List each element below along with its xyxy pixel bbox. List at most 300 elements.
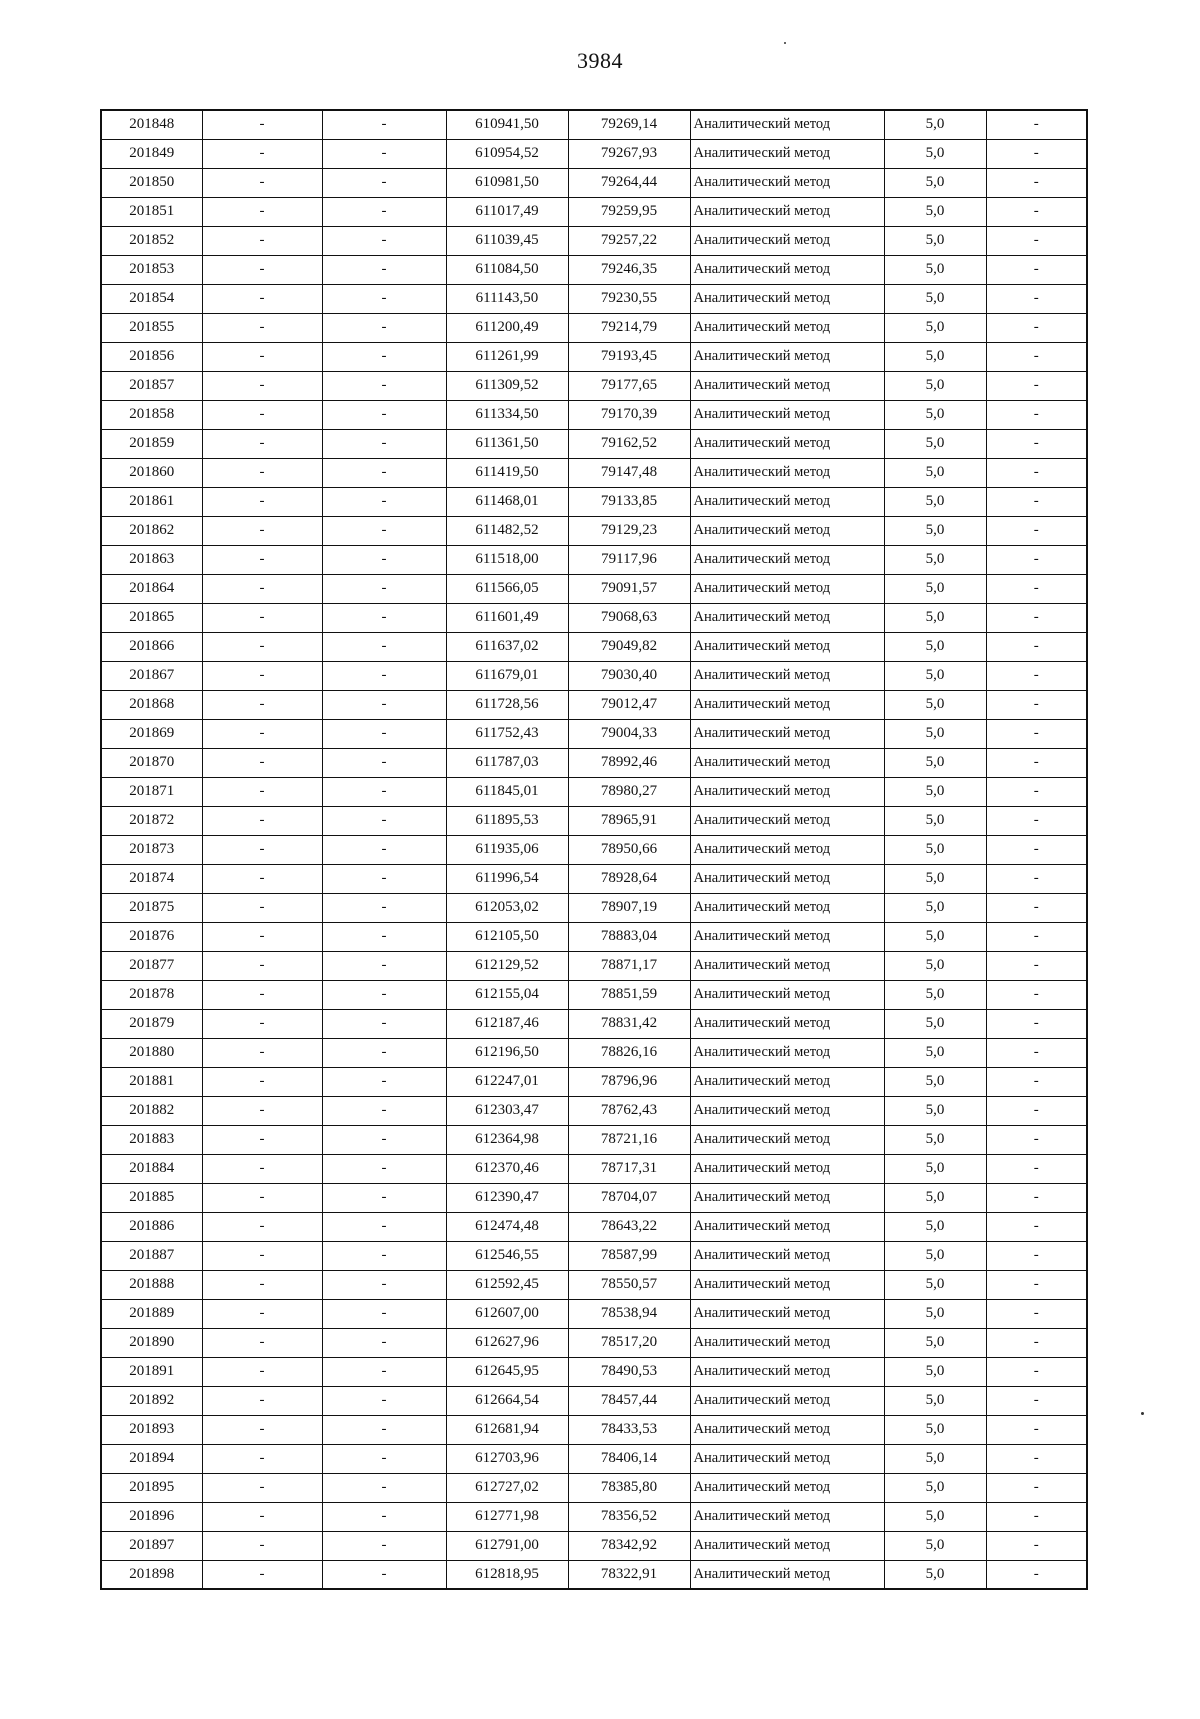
y-coordinate-cell: 79049,82 <box>568 632 690 661</box>
point-number-cell: 201891 <box>101 1357 202 1386</box>
x-coordinate-cell: 611200,49 <box>446 313 568 342</box>
point-number-cell: 201886 <box>101 1212 202 1241</box>
method-cell: Аналитический метод <box>690 893 884 922</box>
accuracy-cell: 5,0 <box>884 574 986 603</box>
method-cell: Аналитический метод <box>690 690 884 719</box>
method-cell: Аналитический метод <box>690 1357 884 1386</box>
y-coordinate-cell: 78992,46 <box>568 748 690 777</box>
y-coordinate-cell: 79259,95 <box>568 197 690 226</box>
method-cell: Аналитический метод <box>690 458 884 487</box>
x-coordinate-cell: 611482,52 <box>446 516 568 545</box>
method-cell: Аналитический метод <box>690 922 884 951</box>
blank-cell-a: - <box>202 371 322 400</box>
point-number-cell: 201875 <box>101 893 202 922</box>
y-coordinate-cell: 78871,17 <box>568 951 690 980</box>
method-cell: Аналитический метод <box>690 806 884 835</box>
y-coordinate-cell: 78965,91 <box>568 806 690 835</box>
table-row <box>101 661 1087 690</box>
table-row <box>101 1125 1087 1154</box>
table-row <box>101 168 1087 197</box>
accuracy-cell: 5,0 <box>884 516 986 545</box>
blank-cell-b: - <box>322 719 446 748</box>
table-row <box>101 574 1087 603</box>
accuracy-cell: 5,0 <box>884 1125 986 1154</box>
table-row <box>101 1299 1087 1328</box>
table-row <box>101 1386 1087 1415</box>
blank-cell-a: - <box>202 864 322 893</box>
table-row <box>101 139 1087 168</box>
method-cell: Аналитический метод <box>690 168 884 197</box>
blank-cell-c: - <box>986 603 1087 632</box>
x-coordinate-cell: 610941,50 <box>446 110 568 139</box>
method-cell: Аналитический метод <box>690 342 884 371</box>
blank-cell-a: - <box>202 226 322 255</box>
accuracy-cell: 5,0 <box>884 1444 986 1473</box>
blank-cell-a: - <box>202 574 322 603</box>
x-coordinate-cell: 612791,00 <box>446 1531 568 1560</box>
accuracy-cell: 5,0 <box>884 1560 986 1589</box>
y-coordinate-cell: 79193,45 <box>568 342 690 371</box>
accuracy-cell: 5,0 <box>884 429 986 458</box>
accuracy-cell: 5,0 <box>884 1357 986 1386</box>
blank-cell-c: - <box>986 1299 1087 1328</box>
point-number-cell: 201859 <box>101 429 202 458</box>
accuracy-cell: 5,0 <box>884 1386 986 1415</box>
x-coordinate-cell: 611845,01 <box>446 777 568 806</box>
method-cell: Аналитический метод <box>690 1560 884 1589</box>
accuracy-cell: 5,0 <box>884 1473 986 1502</box>
blank-cell-c: - <box>986 487 1087 516</box>
method-cell: Аналитический метод <box>690 197 884 226</box>
method-cell: Аналитический метод <box>690 400 884 429</box>
point-number-cell: 201890 <box>101 1328 202 1357</box>
point-number-cell: 201885 <box>101 1183 202 1212</box>
accuracy-cell: 5,0 <box>884 922 986 951</box>
x-coordinate-cell: 611468,01 <box>446 487 568 516</box>
blank-cell-b: - <box>322 690 446 719</box>
method-cell: Аналитический метод <box>690 1444 884 1473</box>
y-coordinate-cell: 78356,52 <box>568 1502 690 1531</box>
x-coordinate-cell: 611566,05 <box>446 574 568 603</box>
table-row <box>101 545 1087 574</box>
blank-cell-c: - <box>986 197 1087 226</box>
point-number-cell: 201864 <box>101 574 202 603</box>
x-coordinate-cell: 612247,01 <box>446 1067 568 1096</box>
blank-cell-a: - <box>202 893 322 922</box>
table-row <box>101 777 1087 806</box>
x-coordinate-cell: 611419,50 <box>446 458 568 487</box>
accuracy-cell: 5,0 <box>884 255 986 284</box>
method-cell: Аналитический метод <box>690 429 884 458</box>
method-cell: Аналитический метод <box>690 1415 884 1444</box>
y-coordinate-cell: 79214,79 <box>568 313 690 342</box>
x-coordinate-cell: 612196,50 <box>446 1038 568 1067</box>
accuracy-cell: 5,0 <box>884 690 986 719</box>
blank-cell-a: - <box>202 1183 322 1212</box>
x-coordinate-cell: 611039,45 <box>446 226 568 255</box>
blank-cell-b: - <box>322 1328 446 1357</box>
blank-cell-b: - <box>322 255 446 284</box>
blank-cell-b: - <box>322 139 446 168</box>
blank-cell-c: - <box>986 1386 1087 1415</box>
table-row <box>101 371 1087 400</box>
method-cell: Аналитический метод <box>690 951 884 980</box>
point-number-cell: 201882 <box>101 1096 202 1125</box>
page-number: 3984 <box>577 48 623 73</box>
method-cell: Аналитический метод <box>690 1299 884 1328</box>
blank-cell-b: - <box>322 342 446 371</box>
y-coordinate-cell: 78704,07 <box>568 1183 690 1212</box>
blank-cell-b: - <box>322 1009 446 1038</box>
table-row <box>101 1212 1087 1241</box>
table-row <box>101 1415 1087 1444</box>
blank-cell-a: - <box>202 1299 322 1328</box>
method-cell: Аналитический метод <box>690 139 884 168</box>
y-coordinate-cell: 78550,57 <box>568 1270 690 1299</box>
blank-cell-b: - <box>322 1125 446 1154</box>
blank-cell-a: - <box>202 516 322 545</box>
blank-cell-b: - <box>322 1415 446 1444</box>
table-row <box>101 748 1087 777</box>
table-row <box>101 1154 1087 1183</box>
blank-cell-b: - <box>322 980 446 1009</box>
point-number-cell: 201861 <box>101 487 202 516</box>
y-coordinate-cell: 79030,40 <box>568 661 690 690</box>
accuracy-cell: 5,0 <box>884 545 986 574</box>
accuracy-cell: 5,0 <box>884 893 986 922</box>
point-number-cell: 201868 <box>101 690 202 719</box>
blank-cell-a: - <box>202 342 322 371</box>
table-row <box>101 1009 1087 1038</box>
point-number-cell: 201878 <box>101 980 202 1009</box>
blank-cell-b: - <box>322 1067 446 1096</box>
accuracy-cell: 5,0 <box>884 951 986 980</box>
accuracy-cell: 5,0 <box>884 632 986 661</box>
blank-cell-c: - <box>986 661 1087 690</box>
y-coordinate-cell: 79267,93 <box>568 139 690 168</box>
accuracy-cell: 5,0 <box>884 1328 986 1357</box>
point-number-cell: 201888 <box>101 1270 202 1299</box>
point-number-cell: 201854 <box>101 284 202 313</box>
point-number-cell: 201879 <box>101 1009 202 1038</box>
method-cell: Аналитический метод <box>690 864 884 893</box>
table-row <box>101 1038 1087 1067</box>
method-cell: Аналитический метод <box>690 603 884 632</box>
accuracy-cell: 5,0 <box>884 168 986 197</box>
x-coordinate-cell: 612703,96 <box>446 1444 568 1473</box>
blank-cell-b: - <box>322 1241 446 1270</box>
blank-cell-a: - <box>202 1270 322 1299</box>
blank-cell-a: - <box>202 777 322 806</box>
blank-cell-a: - <box>202 922 322 951</box>
y-coordinate-cell: 78762,43 <box>568 1096 690 1125</box>
x-coordinate-cell: 611728,56 <box>446 690 568 719</box>
method-cell: Аналитический метод <box>690 110 884 139</box>
blank-cell-c: - <box>986 516 1087 545</box>
blank-cell-c: - <box>986 342 1087 371</box>
accuracy-cell: 5,0 <box>884 487 986 516</box>
table-row <box>101 1096 1087 1125</box>
y-coordinate-cell: 79012,47 <box>568 690 690 719</box>
blank-cell-c: - <box>986 574 1087 603</box>
blank-cell-c: - <box>986 371 1087 400</box>
table-row <box>101 1473 1087 1502</box>
method-cell: Аналитический метод <box>690 1067 884 1096</box>
accuracy-cell: 5,0 <box>884 1096 986 1125</box>
accuracy-cell: 5,0 <box>884 835 986 864</box>
accuracy-cell: 5,0 <box>884 1531 986 1560</box>
accuracy-cell: 5,0 <box>884 864 986 893</box>
blank-cell-b: - <box>322 1212 446 1241</box>
table-body <box>101 110 1087 1589</box>
y-coordinate-cell: 78587,99 <box>568 1241 690 1270</box>
method-cell: Аналитический метод <box>690 1038 884 1067</box>
blank-cell-b: - <box>322 400 446 429</box>
x-coordinate-cell: 612727,02 <box>446 1473 568 1502</box>
point-number-cell: 201853 <box>101 255 202 284</box>
point-number-cell: 201884 <box>101 1154 202 1183</box>
table-row <box>101 487 1087 516</box>
blank-cell-a: - <box>202 168 322 197</box>
blank-cell-b: - <box>322 284 446 313</box>
blank-cell-c: - <box>986 1067 1087 1096</box>
point-number-cell: 201883 <box>101 1125 202 1154</box>
blank-cell-b: - <box>322 545 446 574</box>
accuracy-cell: 5,0 <box>884 777 986 806</box>
blank-cell-c: - <box>986 1531 1087 1560</box>
y-coordinate-cell: 79068,63 <box>568 603 690 632</box>
accuracy-cell: 5,0 <box>884 1067 986 1096</box>
method-cell: Аналитический метод <box>690 719 884 748</box>
point-number-cell: 201865 <box>101 603 202 632</box>
accuracy-cell: 5,0 <box>884 400 986 429</box>
blank-cell-a: - <box>202 1096 322 1125</box>
method-cell: Аналитический метод <box>690 1183 884 1212</box>
point-number-cell: 201863 <box>101 545 202 574</box>
table-row <box>101 110 1087 139</box>
y-coordinate-cell: 78851,59 <box>568 980 690 1009</box>
blank-cell-b: - <box>322 1386 446 1415</box>
x-coordinate-cell: 612390,47 <box>446 1183 568 1212</box>
blank-cell-b: - <box>322 835 446 864</box>
x-coordinate-cell: 612645,95 <box>446 1357 568 1386</box>
blank-cell-c: - <box>986 1415 1087 1444</box>
x-coordinate-cell: 611752,43 <box>446 719 568 748</box>
y-coordinate-cell: 79269,14 <box>568 110 690 139</box>
blank-cell-b: - <box>322 1154 446 1183</box>
point-number-cell: 201858 <box>101 400 202 429</box>
blank-cell-b: - <box>322 864 446 893</box>
point-number-cell: 201848 <box>101 110 202 139</box>
blank-cell-c: - <box>986 690 1087 719</box>
accuracy-cell: 5,0 <box>884 1009 986 1038</box>
accuracy-cell: 5,0 <box>884 1038 986 1067</box>
accuracy-cell: 5,0 <box>884 1183 986 1212</box>
blank-cell-c: - <box>986 458 1087 487</box>
blank-cell-b: - <box>322 574 446 603</box>
table-row <box>101 719 1087 748</box>
point-number-cell: 201870 <box>101 748 202 777</box>
y-coordinate-cell: 79177,65 <box>568 371 690 400</box>
y-coordinate-cell: 78433,53 <box>568 1415 690 1444</box>
blank-cell-a: - <box>202 1502 322 1531</box>
blank-cell-a: - <box>202 1531 322 1560</box>
table-row <box>101 690 1087 719</box>
x-coordinate-cell: 612771,98 <box>446 1502 568 1531</box>
x-coordinate-cell: 611361,50 <box>446 429 568 458</box>
blank-cell-b: - <box>322 1183 446 1212</box>
accuracy-cell: 5,0 <box>884 719 986 748</box>
table-row <box>101 980 1087 1009</box>
blank-cell-a: - <box>202 1212 322 1241</box>
blank-cell-b: - <box>322 777 446 806</box>
blank-cell-b: - <box>322 226 446 255</box>
y-coordinate-cell: 79162,52 <box>568 429 690 458</box>
x-coordinate-cell: 611017,49 <box>446 197 568 226</box>
method-cell: Аналитический метод <box>690 748 884 777</box>
blank-cell-a: - <box>202 690 322 719</box>
blank-cell-b: - <box>322 110 446 139</box>
method-cell: Аналитический метод <box>690 255 884 284</box>
blank-cell-a: - <box>202 661 322 690</box>
accuracy-cell: 5,0 <box>884 226 986 255</box>
blank-cell-a: - <box>202 603 322 632</box>
blank-cell-c: - <box>986 1444 1087 1473</box>
point-number-cell: 201887 <box>101 1241 202 1270</box>
blank-cell-c: - <box>986 429 1087 458</box>
blank-cell-c: - <box>986 1328 1087 1357</box>
point-number-cell: 201894 <box>101 1444 202 1473</box>
x-coordinate-cell: 611143,50 <box>446 284 568 313</box>
blank-cell-c: - <box>986 748 1087 777</box>
point-number-cell: 201876 <box>101 922 202 951</box>
x-coordinate-cell: 611996,54 <box>446 864 568 893</box>
x-coordinate-cell: 612129,52 <box>446 951 568 980</box>
y-coordinate-cell: 79147,48 <box>568 458 690 487</box>
table-row <box>101 429 1087 458</box>
table-row <box>101 1183 1087 1212</box>
method-cell: Аналитический метод <box>690 226 884 255</box>
method-cell: Аналитический метод <box>690 980 884 1009</box>
blank-cell-a: - <box>202 632 322 661</box>
method-cell: Аналитический метод <box>690 1502 884 1531</box>
blank-cell-b: - <box>322 458 446 487</box>
table-row <box>101 922 1087 951</box>
table-row <box>101 516 1087 545</box>
blank-cell-a: - <box>202 487 322 516</box>
blank-cell-a: - <box>202 951 322 980</box>
blank-cell-a: - <box>202 1473 322 1502</box>
point-number-cell: 201852 <box>101 226 202 255</box>
blank-cell-a: - <box>202 1154 322 1183</box>
blank-cell-b: - <box>322 632 446 661</box>
table-row <box>101 1270 1087 1299</box>
y-coordinate-cell: 78342,92 <box>568 1531 690 1560</box>
blank-cell-c: - <box>986 1096 1087 1125</box>
y-coordinate-cell: 79230,55 <box>568 284 690 313</box>
blank-cell-c: - <box>986 1183 1087 1212</box>
x-coordinate-cell: 611601,49 <box>446 603 568 632</box>
point-number-cell: 201889 <box>101 1299 202 1328</box>
point-number-cell: 201896 <box>101 1502 202 1531</box>
y-coordinate-cell: 78831,42 <box>568 1009 690 1038</box>
method-cell: Аналитический метод <box>690 661 884 690</box>
accuracy-cell: 5,0 <box>884 1415 986 1444</box>
table-row <box>101 1328 1087 1357</box>
point-number-cell: 201850 <box>101 168 202 197</box>
blank-cell-b: - <box>322 516 446 545</box>
point-number-cell: 201860 <box>101 458 202 487</box>
table-row <box>101 632 1087 661</box>
point-number-cell: 201857 <box>101 371 202 400</box>
blank-cell-c: - <box>986 110 1087 139</box>
table-row <box>101 835 1087 864</box>
point-number-cell: 201877 <box>101 951 202 980</box>
blank-cell-c: - <box>986 1241 1087 1270</box>
x-coordinate-cell: 612303,47 <box>446 1096 568 1125</box>
blank-cell-b: - <box>322 1096 446 1125</box>
blank-cell-a: - <box>202 255 322 284</box>
y-coordinate-cell: 78322,91 <box>568 1560 690 1589</box>
accuracy-cell: 5,0 <box>884 110 986 139</box>
accuracy-cell: 5,0 <box>884 139 986 168</box>
point-number-cell: 201849 <box>101 139 202 168</box>
method-cell: Аналитический метод <box>690 313 884 342</box>
x-coordinate-cell: 611084,50 <box>446 255 568 284</box>
point-number-cell: 201872 <box>101 806 202 835</box>
table-row <box>101 458 1087 487</box>
blank-cell-c: - <box>986 1038 1087 1067</box>
blank-cell-a: - <box>202 545 322 574</box>
blank-cell-a: - <box>202 1357 322 1386</box>
blank-cell-b: - <box>322 487 446 516</box>
y-coordinate-cell: 79170,39 <box>568 400 690 429</box>
y-coordinate-cell: 78950,66 <box>568 835 690 864</box>
blank-cell-b: - <box>322 922 446 951</box>
x-coordinate-cell: 612187,46 <box>446 1009 568 1038</box>
accuracy-cell: 5,0 <box>884 1502 986 1531</box>
y-coordinate-cell: 78517,20 <box>568 1328 690 1357</box>
blank-cell-a: - <box>202 980 322 1009</box>
method-cell: Аналитический метод <box>690 1328 884 1357</box>
y-coordinate-cell: 78717,31 <box>568 1154 690 1183</box>
method-cell: Аналитический метод <box>690 487 884 516</box>
y-coordinate-cell: 79257,22 <box>568 226 690 255</box>
method-cell: Аналитический метод <box>690 777 884 806</box>
y-coordinate-cell: 79129,23 <box>568 516 690 545</box>
blank-cell-c: - <box>986 284 1087 313</box>
method-cell: Аналитический метод <box>690 284 884 313</box>
blank-cell-c: - <box>986 980 1087 1009</box>
blank-cell-a: - <box>202 806 322 835</box>
blank-cell-c: - <box>986 255 1087 284</box>
blank-cell-b: - <box>322 1357 446 1386</box>
blank-cell-c: - <box>986 1270 1087 1299</box>
blank-cell-c: - <box>986 806 1087 835</box>
blank-cell-c: - <box>986 951 1087 980</box>
point-number-cell: 201895 <box>101 1473 202 1502</box>
accuracy-cell: 5,0 <box>884 1270 986 1299</box>
blank-cell-b: - <box>322 893 446 922</box>
blank-cell-a: - <box>202 429 322 458</box>
point-number-cell: 201873 <box>101 835 202 864</box>
accuracy-cell: 5,0 <box>884 661 986 690</box>
table-row <box>101 893 1087 922</box>
x-coordinate-cell: 612364,98 <box>446 1125 568 1154</box>
point-number-cell: 201855 <box>101 313 202 342</box>
blank-cell-a: - <box>202 1328 322 1357</box>
blank-cell-a: - <box>202 1125 322 1154</box>
